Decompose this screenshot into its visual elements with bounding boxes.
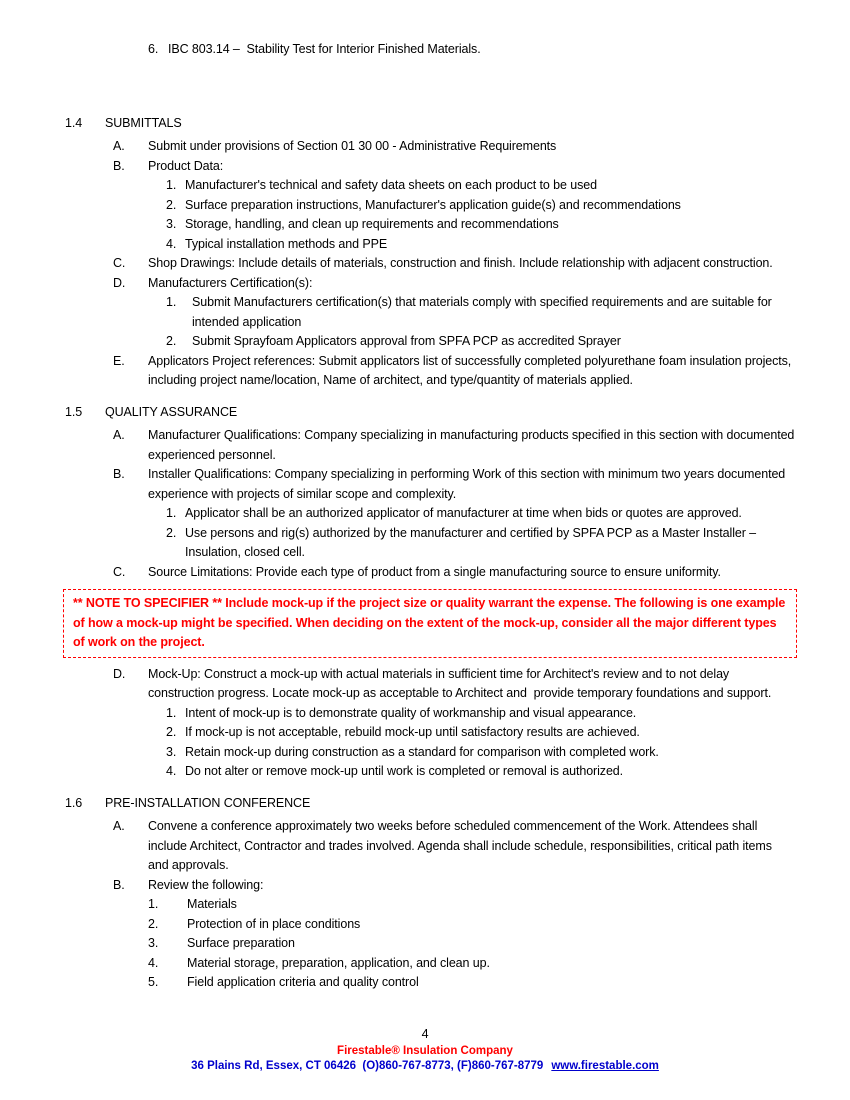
item-label: A.	[113, 819, 125, 833]
item-label: E.	[113, 353, 125, 368]
list-subitem	[166, 293, 795, 332]
list-item	[113, 274, 795, 294]
footer-company-name: Firestable® Insulation Company	[337, 1045, 513, 1057]
item-label: 2.	[148, 916, 159, 931]
item-text: Submit Manufacturers certification(s) that materials comply with specified requirements and are suitable for intended application	[192, 295, 772, 329]
list-subitem	[166, 235, 795, 255]
section-submittals	[65, 114, 795, 391]
item-text: Mock-Up: Construct a mock-up with actual materials in sufficient time for Architect's review and to not delay construction progress. Locate mock-up as acceptable to Architect and provide temporary foundations and support.	[148, 666, 772, 700]
footer-address-line	[0, 1059, 850, 1074]
item-label: A.	[113, 139, 125, 153]
list-item	[113, 465, 795, 504]
list-subitem	[148, 954, 795, 974]
item-label: D.	[113, 666, 126, 681]
item-label: 6.	[148, 42, 159, 56]
item-label: 1.	[166, 178, 177, 192]
list-item	[113, 876, 795, 896]
item-label: 2.	[166, 525, 177, 540]
section-title: PRE-INSTALLATION CONFERENCE	[105, 795, 311, 810]
list-subitem	[166, 176, 795, 196]
item-label: 2.	[166, 725, 177, 739]
section-title: SUBMITTALS	[105, 115, 182, 130]
item-text: Source Limitations: Provide each type of product from a single manufacturing source to ensure uniformity.	[148, 564, 721, 579]
list-item	[113, 254, 795, 274]
page-number: 4	[421, 1026, 429, 1041]
item-label: C.	[113, 256, 126, 270]
section-number: 1.4	[65, 115, 83, 130]
footer-address: 36 Plains Rd, Essex, CT 06426 (O)860-767-8773, (F)860-767-8779	[191, 1060, 544, 1072]
item-label: B.	[113, 877, 125, 892]
item-label: A.	[113, 428, 125, 442]
list-subitem	[166, 196, 795, 216]
item-text: Product Data:	[148, 158, 224, 173]
list-subitem	[148, 915, 795, 935]
item-text: Convene a conference approximately two weeks before scheduled commencement of the Work. Attendees shall include Architect, Contractor and trades involved. Agenda shall include schedule, responsibilities, critical path items and approvals.	[148, 819, 772, 872]
item-text: Typical installation methods and PPE	[185, 236, 388, 251]
item-label: 1.	[166, 506, 177, 520]
item-label: C.	[113, 564, 126, 579]
item-text: Do not alter or remove mock-up until work is completed or removal is authorized.	[185, 764, 624, 778]
item-label: 4.	[166, 764, 177, 778]
item-label: 1.	[148, 897, 159, 911]
item-text: Manufacturers Certification(s):	[148, 275, 313, 290]
item-label: 4.	[148, 955, 159, 970]
section-heading	[65, 794, 795, 814]
list-subitem	[166, 332, 795, 352]
section-pre-installation-conference	[65, 794, 795, 993]
item-label: D.	[113, 275, 126, 290]
list-subitem	[148, 973, 795, 993]
item-text: Materials	[187, 897, 237, 911]
item-text: Manufacturer Qualifications: Company specializing in manufacturing products specified in this section with documented experienced personnel.	[148, 428, 795, 462]
item-label: 1.	[166, 705, 177, 720]
item-label: 5.	[148, 975, 159, 989]
item-label: 2.	[166, 197, 177, 212]
item-label: 3.	[166, 744, 177, 759]
item-text: Material storage, preparation, application, and clean up.	[187, 955, 490, 970]
list-subitem	[166, 504, 795, 524]
item-text: Installer Qualifications: Company specializing in performing Work of this section with minimum two years documented experience with projects of similar scope and complexity.	[148, 467, 786, 501]
item-label: 3.	[148, 936, 159, 950]
item-label: 1.	[166, 295, 177, 309]
item-label: B.	[113, 467, 125, 481]
item-text: Applicator shall be an authorized applicator of manufacturer at time when bids or quotes are approved.	[185, 506, 742, 520]
item-text: If mock-up is not acceptable, rebuild mock-up until satisfactory results are achieved.	[185, 725, 640, 739]
item-text: Surface preparation instructions, Manufacturer's application guide(s) and recommendations	[185, 197, 681, 212]
item-text: Submit Sprayfoam Applicators approval from SPFA PCP as accredited Sprayer	[192, 334, 621, 348]
section-heading	[65, 114, 795, 134]
section-quality-assurance	[65, 403, 795, 782]
item-label: 3.	[166, 217, 177, 231]
list-item	[113, 817, 795, 876]
note-to-specifier: ** NOTE TO SPECIFIER ** Include mock-up if the project size or quality warrant the expense. The following is one example of how a mock-up might be specified. When deciding on the extent of the mock-up, consider all the major different types of work on the project.	[63, 589, 797, 658]
section-number: 1.6	[65, 795, 83, 810]
item-text: Applicators Project references: Submit applicators list of successfully completed polyurethane foam insulation projects, including project name/location, Name of architect, and type/quantity of materials applied.	[148, 353, 792, 387]
list-subitem	[166, 704, 795, 724]
list-item	[113, 137, 795, 157]
list-item	[148, 40, 795, 60]
item-label: 2.	[166, 334, 177, 348]
list-item	[113, 665, 795, 704]
list-item	[113, 426, 795, 465]
item-text: Surface preparation	[187, 936, 295, 950]
list-subitem	[166, 743, 795, 763]
section-number: 1.5	[65, 404, 83, 419]
list-subitem	[148, 934, 795, 954]
list-subitem	[148, 895, 795, 915]
list-subitem	[166, 215, 795, 235]
list-subitem	[166, 524, 795, 563]
item-label: 4.	[166, 236, 177, 251]
item-text: Storage, handling, and clean up requirements and recommendations	[185, 217, 559, 231]
item-text: Manufacturer's technical and safety data sheets on each product to be used	[185, 178, 597, 192]
item-label: B.	[113, 158, 125, 173]
item-text: Use persons and rig(s) authorized by the manufacturer and certified by SPFA PCP as a Master Installer – Insulation, closed cell.	[185, 525, 757, 559]
footer-website-link[interactable]: www.firestable.com	[551, 1060, 659, 1072]
item-text: IBC 803.14 – Stability Test for Interior Finished Materials.	[168, 42, 481, 56]
item-text: Submit under provisions of Section 01 30 00 - Administrative Requirements	[148, 139, 557, 153]
item-text: Protection of in place conditions	[187, 916, 361, 931]
list-item	[113, 157, 795, 177]
item-text: Shop Drawings: Include details of materials, construction and finish. Include relationship with adjacent construction.	[148, 256, 773, 270]
list-item	[113, 352, 795, 391]
section-title: QUALITY ASSURANCE	[105, 404, 238, 419]
item-text: Retain mock-up during construction as a standard for comparison with completed work.	[185, 744, 659, 759]
item-text: Field application criteria and quality control	[187, 975, 419, 989]
list-subitem	[166, 723, 795, 743]
list-item	[113, 563, 795, 583]
item-text: Intent of mock-up is to demonstrate quality of workmanship and visual appearance.	[185, 705, 637, 720]
section-heading	[65, 403, 795, 423]
page-footer	[0, 1044, 850, 1074]
list-subitem	[166, 762, 795, 782]
item-text: Review the following:	[148, 877, 264, 892]
